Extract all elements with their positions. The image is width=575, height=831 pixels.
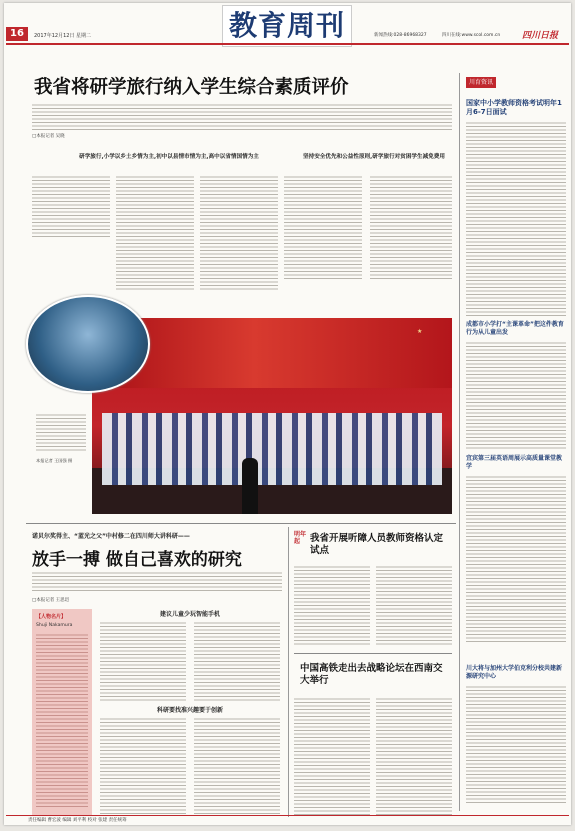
sidebar-divider <box>459 73 460 811</box>
right-lower-body-1b <box>376 565 452 647</box>
lower-body-col4 <box>194 717 280 815</box>
sidebar-item1-headline: 国家中小学教师资格考试明年1月6-7日面试 <box>466 99 562 116</box>
right-lower-headline-1: 我省开展听障人员教师资格认定试点 <box>310 533 444 556</box>
lower-section2-heading: 科研要找准兴趣要于创新 <box>156 707 223 714</box>
page-number: 16 <box>6 27 28 41</box>
lower-headline: 放手一搏 做自己喜欢的研究 <box>32 550 242 570</box>
paper-logo: 四川日报 <box>522 31 559 41</box>
photo-credit: 本报记者 王国强 摄 <box>36 458 73 463</box>
newspaper-page <box>4 3 571 825</box>
sidebar-item3-headline: 宜宾第三届英语周展示高质量课堂教学 <box>466 455 563 470</box>
lead-byline: □本报记者 吴晓 <box>32 134 65 139</box>
right-lower-headline-2: 中国高铁走出去战略论坛在西南交大举行 <box>300 663 443 686</box>
masthead-title: 教育周刊 <box>222 5 352 47</box>
sidebar-item4-headline: 川大将与加州大学伯克利分校共建新源研究中心 <box>466 665 563 680</box>
lead-body-col3 <box>200 175 278 290</box>
profile-panel <box>32 609 92 815</box>
website: 四川在线:www.scol.com.cn <box>442 33 501 38</box>
masthead-rule <box>6 43 569 45</box>
right-lower-body-1a <box>294 565 370 647</box>
footer-rule <box>6 815 569 816</box>
lower-kicker: 诺贝尔奖得主、“蓝光之父”中村修二在四川师大讲科研—— <box>32 533 190 540</box>
lead-subhead-1: 研学旅行,小学以乡土乡情为主,初中以县情市情为主,高中以省情国情为主 <box>79 154 259 160</box>
profile-label: 【人物名片】 <box>36 614 67 620</box>
lower-byline: □本报记者 王思迅 <box>32 598 70 603</box>
lower-section-heading: 建议儿童少玩智能手机 <box>159 611 220 618</box>
sidebar-item1-body <box>466 121 566 317</box>
lower-body-col1 <box>100 621 186 701</box>
lower-column-divider <box>288 527 289 817</box>
issue-date: 2017年12月12日 星期二 <box>34 33 92 39</box>
lead-body-col1 <box>32 175 110 237</box>
lead-body-col2 <box>116 175 194 290</box>
sidebar-item3-body <box>466 475 566 643</box>
sidebar-item2-headline: 成都市小学打“主课革命”把这件教育行为从儿童出发 <box>466 321 564 336</box>
lower-intro <box>32 571 282 593</box>
sidebar-tag: 川育资讯 <box>466 77 496 88</box>
stage-inset-photo <box>26 295 150 393</box>
lead-body-col4 <box>284 175 362 280</box>
footer-editors: 责任编辑 曹宏波 编辑 刘平利 校对 张建 责任统筹 <box>28 818 127 823</box>
choir-photo: ★ <box>92 318 452 514</box>
lower-body-col3 <box>100 717 186 815</box>
news-hotline: 新闻热线:028-86968327 <box>374 33 427 38</box>
right-lower-body-2a <box>294 697 370 815</box>
profile-name: Shuji Nakamura <box>36 623 73 628</box>
lower-body-col2 <box>194 621 280 701</box>
sidebar-item2-body <box>466 341 566 449</box>
right-lower-divider <box>294 653 452 654</box>
sidebar-item4-body <box>466 685 566 805</box>
lead-intro <box>32 103 452 131</box>
lead-subhead-2: 坚持安全优先和公益性原则,研学旅行对贫困学生减免费用 <box>303 154 445 160</box>
section-divider <box>26 523 456 524</box>
lead-body-col5 <box>370 175 452 280</box>
right-lower-body-2b <box>376 697 452 815</box>
lead-headline: 我省将研学旅行纳入学生综合素质评价 <box>34 77 349 98</box>
photo-caption <box>36 413 86 451</box>
right-lower-tag: 明年起 <box>294 531 307 545</box>
